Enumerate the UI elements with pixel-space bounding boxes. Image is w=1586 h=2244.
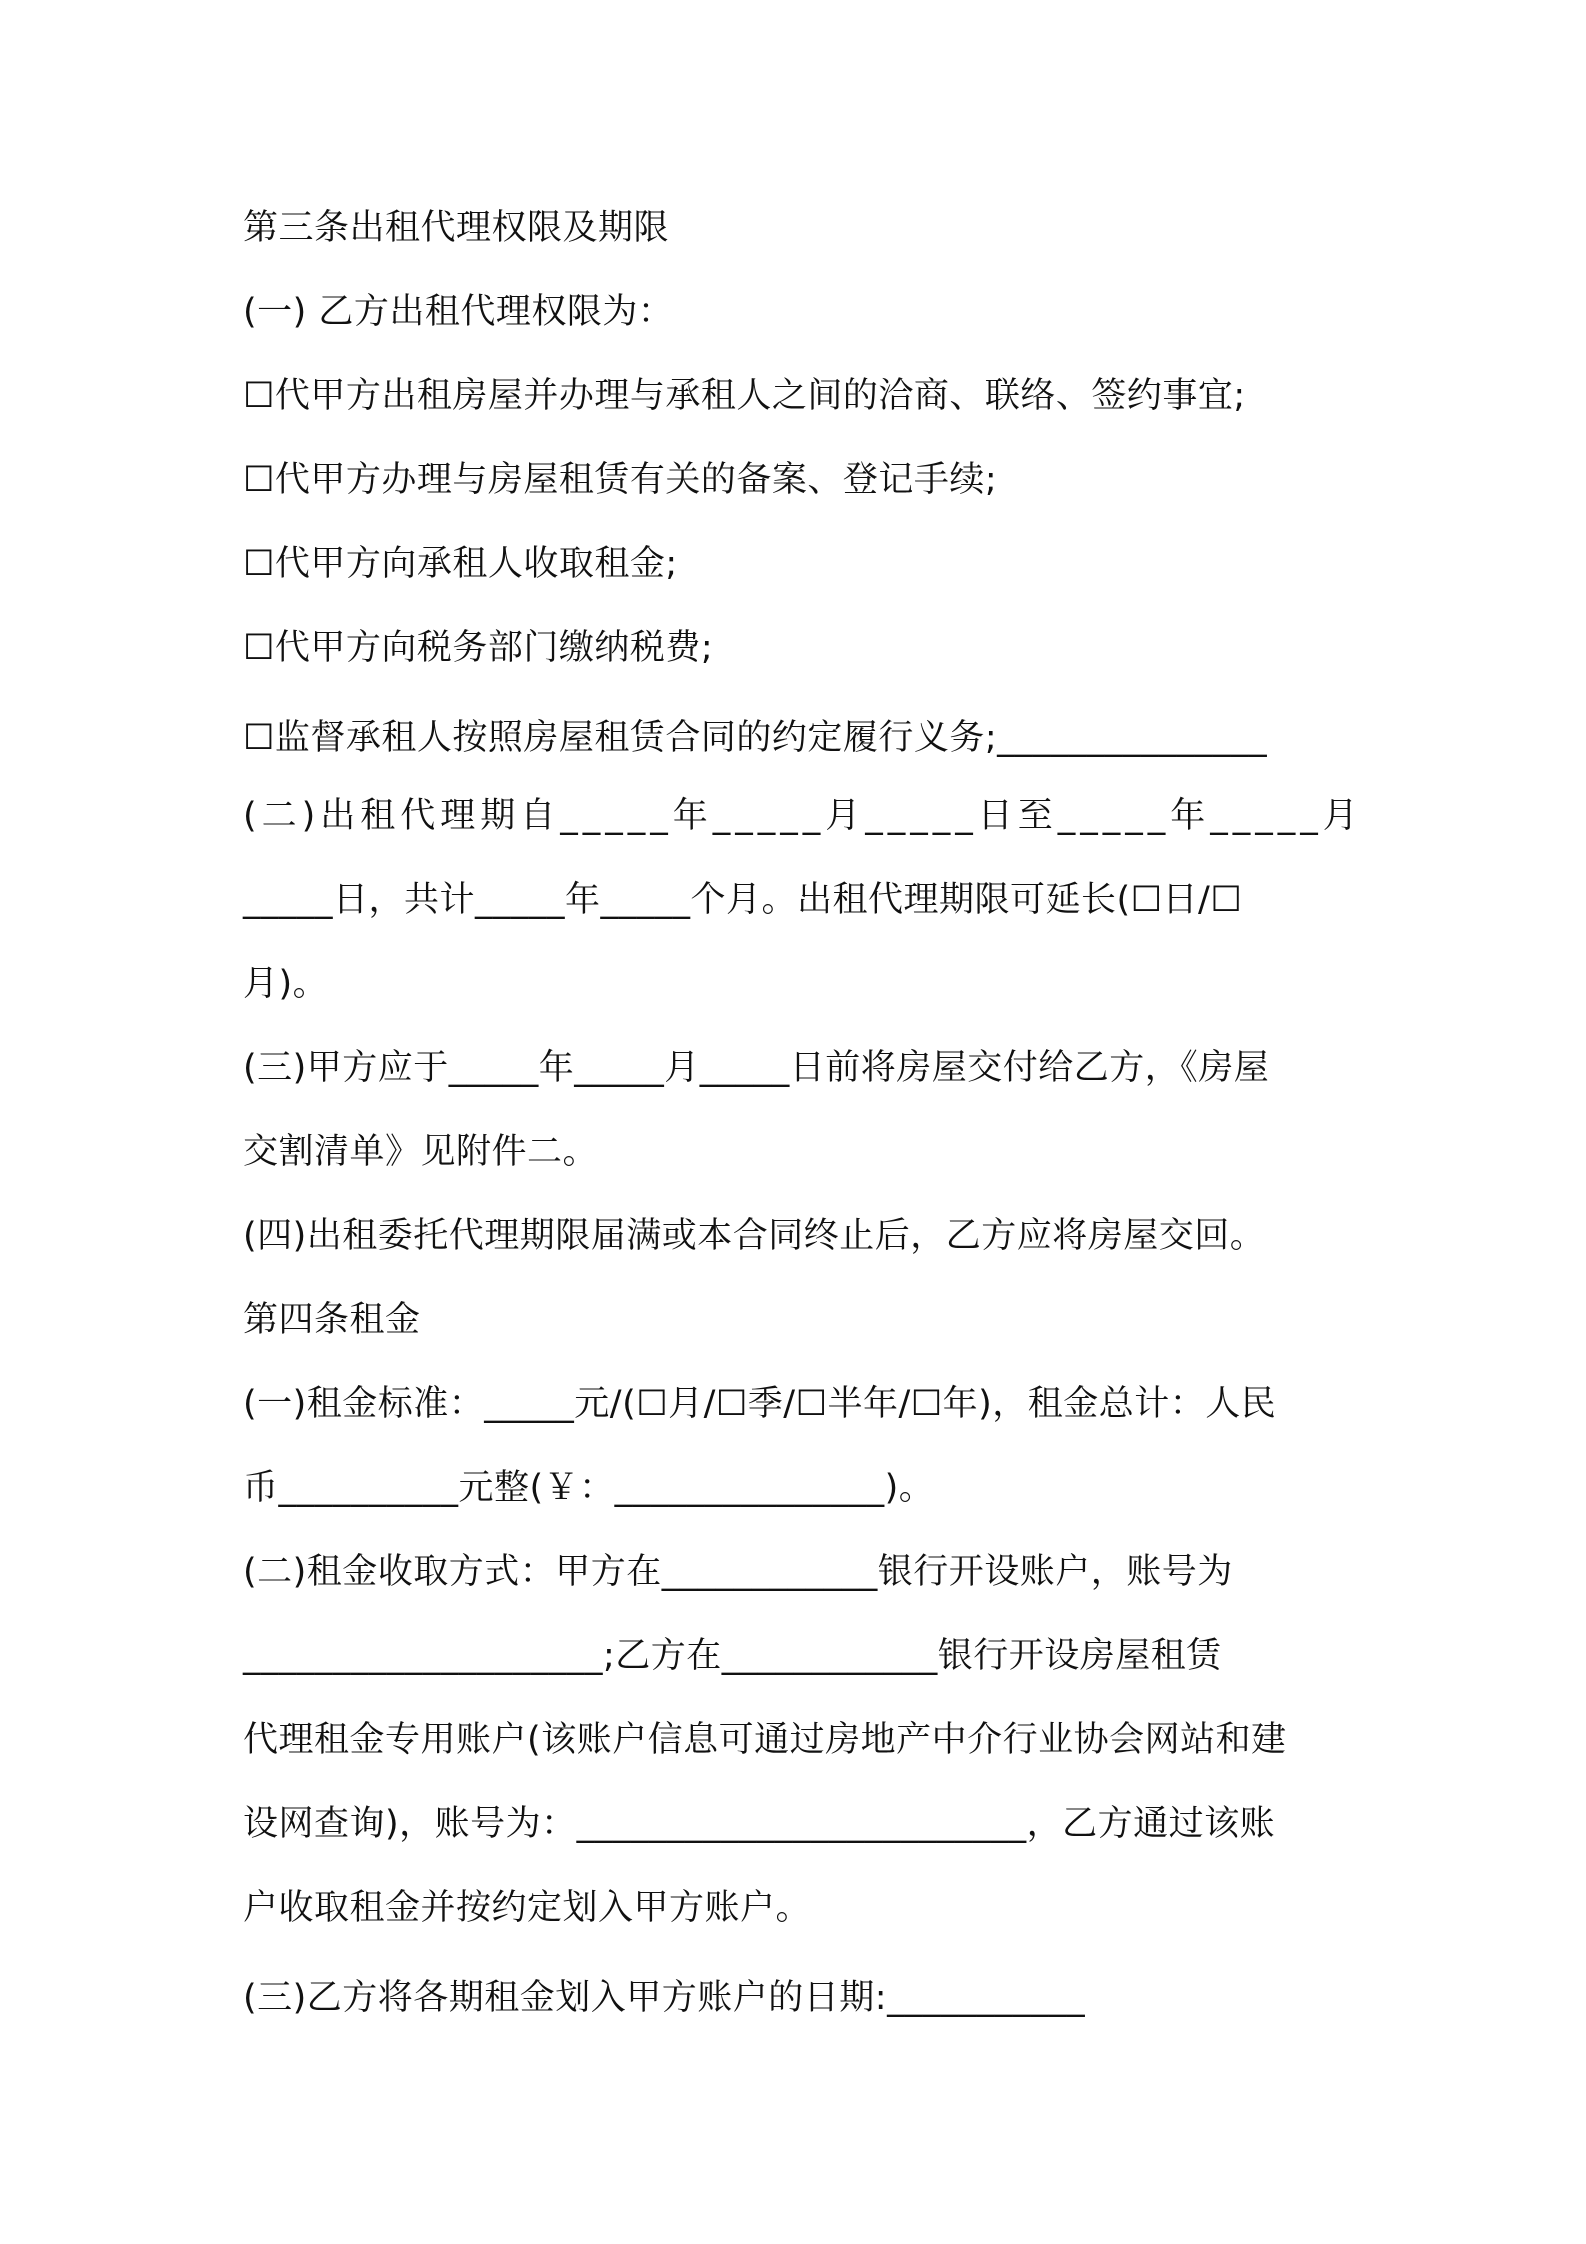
- checkbox-item-supervise-tenant: ☐监督承租人按照房屋租赁合同的约定履行义务;_______________: [243, 718, 1268, 758]
- article-3-heading: 第三条出租代理权限及期限: [243, 208, 670, 248]
- clause-4-2-line-2: ____________________;乙方在____________银行开设房屋租赁: [243, 1636, 1222, 1676]
- clause-4-2-line-1: (二)租金收取方式：甲方在____________银行开设账户，账号为: [243, 1552, 1233, 1592]
- clause-3-3-line-1: (三)甲方应于_____年_____月_____日前将房屋交付给乙方，《房屋: [243, 1048, 1270, 1088]
- checkbox-item-registration: ☐代甲方办理与房屋租赁有关的备案、登记手续;: [243, 460, 998, 500]
- clause-3-2-line-3: 月)。: [243, 964, 329, 1004]
- clause-4-1-line-1: (一)租金标准：_____元/(☐月/☐季/☐半年/☐年)，租金总计：人民: [243, 1384, 1277, 1424]
- clause-4-1-line-2: 币__________元整(￥：_______________)。: [243, 1468, 935, 1508]
- clause-3-1-heading: (一) 乙方出租代理权限为：: [243, 292, 674, 332]
- clause-3-3-line-2: 交割清单》见附件二。: [243, 1132, 599, 1172]
- checkbox-item-collect-rent: ☐代甲方向承租人收取租金;: [243, 544, 678, 584]
- clause-3-4: (四)出租委托代理期限届满或本合同终止后，乙方应将房屋交回。: [243, 1216, 1266, 1256]
- clause-4-3: (三)乙方将各期租金划入甲方账户的日期:___________: [243, 1978, 1086, 2018]
- clause-4-2-line-4: 设网查询)，账号为：_________________________，乙方通过该账: [243, 1804, 1276, 1844]
- clause-4-2-line-5: 户收取租金并按约定划入甲方账户。: [243, 1888, 812, 1928]
- checkbox-item-leasing-negotiation: ☐代甲方出租房屋并办理与承租人之间的洽商、联络、签约事宜;: [243, 376, 1246, 416]
- clause-3-2-line-1: (二)出租代理期自_____年_____月_____日至_____年_____月: [243, 796, 1363, 836]
- clause-3-2-line-2: _____日，共计_____年_____个月。出租代理期限可延长(☐日/☐: [243, 880, 1243, 920]
- article-4-heading: 第四条租金: [243, 1300, 421, 1340]
- checkbox-item-pay-taxes: ☐代甲方向税务部门缴纳税费;: [243, 628, 714, 668]
- clause-4-2-line-3: 代理租金专用账户(该账户信息可通过房地产中介行业协会网站和建: [243, 1720, 1287, 1760]
